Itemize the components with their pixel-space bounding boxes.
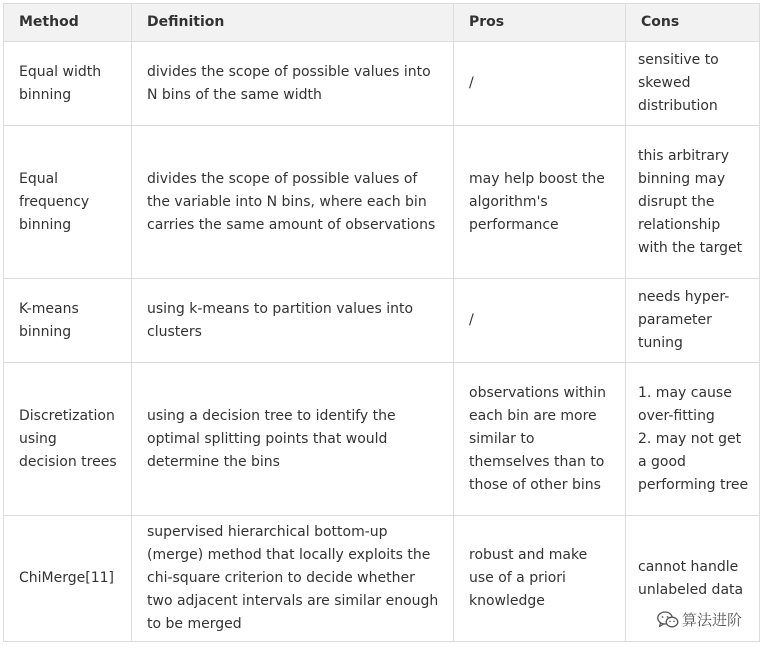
column-header-pros: Pros [454,4,626,42]
definition-cell: divides the scope of possible values into N bins of the same width [132,42,454,126]
definition-cell: supervised hierarchical bottom-up (merge) method that locally exploits the chi-square criterion to decide whether two adjacent intervals are similar enough to be merged [132,516,454,642]
watermark-text: 算法进阶 [681,611,742,629]
pros-cell: / [454,279,626,363]
method-cell: Equal frequency binning [4,126,132,279]
cons-cell: sensitive to skewed distribution [626,42,760,126]
cons-line: 1. may cause over-fitting [638,384,732,424]
pros-cell: / [454,42,626,126]
wechat-icon [657,611,679,629]
cons-line: 2. may not get a good performing tree [638,430,749,493]
page-container [3,3,760,642]
definition-cell: using a decision tree to identify the optimal splitting points that would determine the bins [132,363,454,516]
cons-cell: cannot handle unlabeled data [626,516,760,642]
table-row [4,516,760,642]
pros-cell: may help boost the algorithm's performance [454,126,626,279]
table-row [4,42,760,126]
cons-cell [626,363,760,516]
cons-cell: this arbitrary binning may disrupt the relationship with the target [626,126,760,279]
column-header-cons: Cons [626,4,760,42]
column-header-method: Method [4,4,132,42]
table-row [4,279,760,363]
binning-methods-table [3,3,760,642]
column-header-definition: Definition [132,4,454,42]
method-cell: Equal width binning [4,42,132,126]
method-cell: ChiMerge[11] [4,516,132,642]
method-cell: K-means binning [4,279,132,363]
table-header-row [4,4,760,42]
definition-cell: divides the scope of possible values of the variable into N bins, where each bin carries the same amount of observations [132,126,454,279]
pros-cell: robust and make use of a priori knowledge [454,516,626,642]
cons-cell: needs hyper-parameter tuning [626,279,760,363]
definition-cell: using k-means to partition values into clusters [132,279,454,363]
table-row [4,126,760,279]
table-row [4,363,760,516]
method-cell: Discretization using decision trees [4,363,132,516]
watermark [657,609,742,630]
pros-cell: observations within each bin are more similar to themselves than to those of other bins [454,363,626,516]
